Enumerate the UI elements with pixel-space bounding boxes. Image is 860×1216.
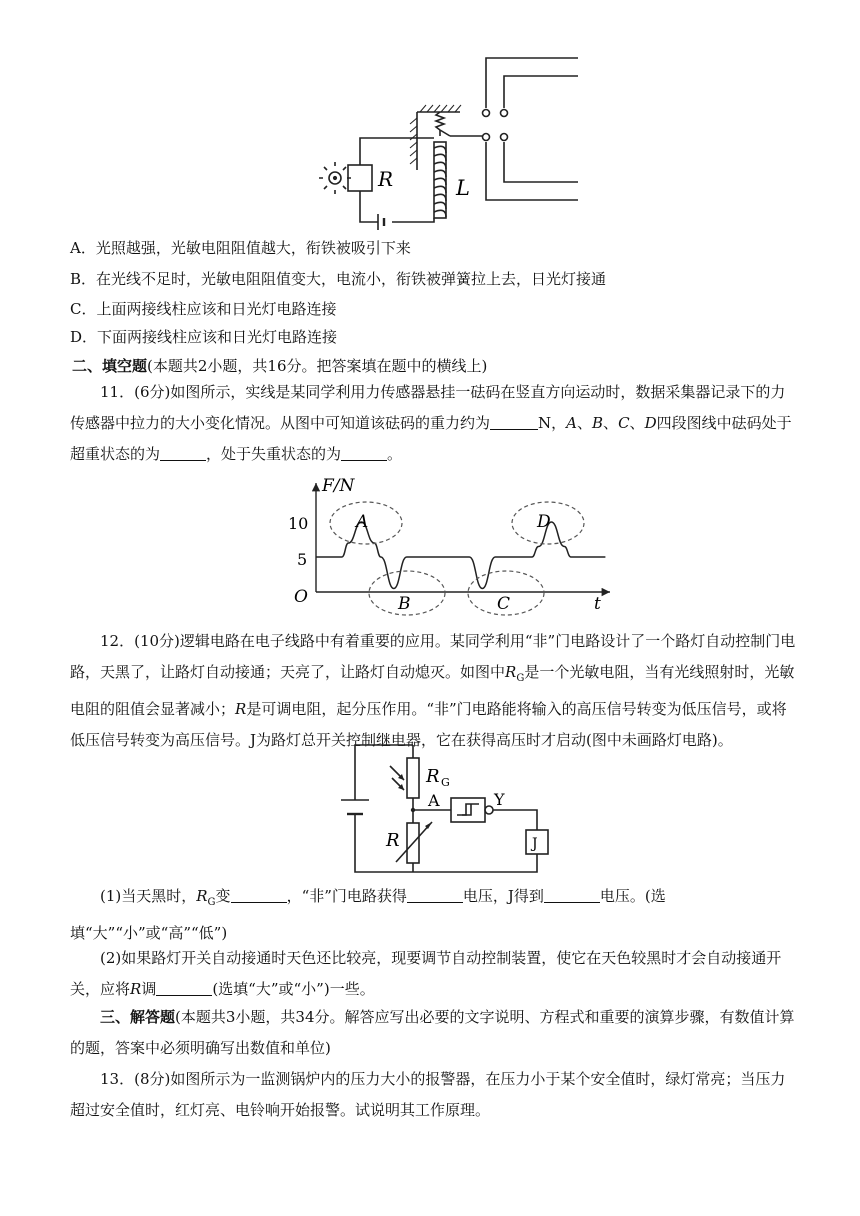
circuit-label-rg: R — [426, 766, 440, 787]
q12-1-text-2: 变 — [215, 887, 231, 905]
q11-seg-c: C — [618, 414, 630, 432]
y-axis-label: F/N — [322, 476, 355, 496]
annotation-a: A — [356, 512, 369, 532]
section-2-title: 二、填空题 — [72, 357, 148, 375]
q12-r: R — [235, 700, 247, 718]
not-gate-circuit-figure — [0, 740, 860, 880]
question-12-part-2 — [70, 943, 800, 1005]
q12-2-text-2: 调 — [141, 980, 157, 998]
section-3-note: (本题共3小题，共34分。解答应写出必要的文字说明、方程式和重要的演算步骤，有数值计算的题，答案中必须明确写出数值和单位) — [70, 1008, 795, 1057]
q12-1-text-4: 电压，J得到 — [462, 887, 544, 905]
question-12 — [70, 626, 800, 756]
q12-2-text-3: (选填“大”或“小”)一些。 — [212, 980, 375, 998]
q11-seg-d: D — [644, 414, 657, 432]
q11-sep-3: 、 — [629, 414, 645, 432]
y-tick-5: 5 — [297, 550, 308, 569]
q11-text-1: 11．(6分)如图所示，实线是某同学利用力传感器悬挂一砝码在竖直方向运动时，数据采集器记录下的力传感器中拉力的大小变化情况。从图中可知道该砝码的重力约为 — [70, 383, 786, 432]
q12-text-2: 是一个光敏电阻，当有光线照射时，光敏电阻的阻值会显著减小； — [70, 663, 795, 718]
q12-1-blank-1 — [231, 887, 287, 903]
q11-blank-weight — [490, 414, 538, 430]
q12-text-1: 12．(10分)逻辑电路在电子线路中有着重要的应用。某同学利用“非”门电路设计了一个路灯自动控制门电路，天黑了，让路灯自动接通；天亮了，让路灯自动熄灭。如图中 — [70, 632, 796, 681]
force-time-chart — [0, 475, 860, 625]
section-3-heading — [70, 1002, 800, 1064]
x-axis-label: t — [594, 594, 601, 614]
relay-label-j: J — [532, 836, 538, 852]
option-d: D．下面两接线柱应该和日光灯电路连接 — [70, 328, 338, 346]
q12-1-rg-main: R — [196, 887, 208, 905]
annotation-b: B — [398, 594, 411, 614]
q11-text-3: 四段图线中砝码处于超重状态的为 — [70, 414, 792, 463]
q12-1-blank-3 — [544, 887, 600, 903]
origin-label: O — [294, 587, 308, 607]
option-c: C．上面两接线柱应该和日光灯电路连接 — [70, 300, 337, 318]
question-12-part-1 — [70, 881, 800, 949]
q11-text-4: ，处于失重状态的为 — [206, 445, 342, 463]
q12-1-blank-2 — [407, 887, 463, 903]
y-tick-10: 10 — [288, 514, 309, 533]
q11-seg-a: A — [566, 414, 577, 432]
q11-text-5: 。 — [387, 445, 403, 463]
q12-text-3: 是可调电阻，起分压作用。“非”门电路能将输入的高压信号转变为低压信号，或将低压信号转变为高压信号。J为路灯总开关控制继电器，它在获得高压时才启动(图中未画路灯电路)。 — [70, 700, 787, 749]
relay-circuit-figure — [0, 0, 860, 240]
q12-1-rg-sub: G — [207, 897, 216, 908]
q12-1-text-3: ，“非”门电路获得 — [286, 887, 407, 905]
q11-sep-1: 、 — [577, 414, 593, 432]
section-3-title: 三、解答题 — [100, 1008, 176, 1026]
circuit-label-y: Y — [494, 790, 505, 809]
section-2-heading — [72, 356, 487, 376]
q11-seg-b: B — [592, 414, 604, 432]
annotation-d: D — [537, 512, 551, 532]
resistor-label-r: R — [378, 167, 394, 191]
q11-blank-overweight — [160, 445, 206, 461]
coil-label-l: L — [456, 176, 470, 200]
circuit-label-rg-sub: G — [441, 776, 450, 789]
q12-2-r: R — [130, 980, 142, 998]
q11-text-2: N， — [538, 414, 567, 432]
option-b: B．在光线不足时，光敏电阻阻值变大，电流小，衔铁被弹簧拉上去，日光灯接通 — [70, 270, 607, 288]
q12-1-text-5: 电压。(选填“大”“小”或“高”“低”) — [70, 887, 666, 942]
circuit-label-r: R — [386, 830, 400, 851]
question-13: 13．(8分)如图所示为一监测锅炉内的压力大小的报警器，在压力小于某个安全值时，绿灯常亮；当压力超过安全值时，红灯亮、电铃响开始报警。试说明其工作原理。 — [70, 1070, 786, 1119]
q12-2-blank — [156, 980, 212, 996]
q12-1-text-1: (1)当天黑时， — [100, 887, 197, 905]
question-11 — [70, 377, 800, 470]
q11-sep-2: 、 — [603, 414, 619, 432]
q12-rg-sub: G — [516, 673, 525, 684]
q12-rg-main: R — [505, 663, 517, 681]
circuit-label-a: A — [428, 791, 440, 810]
option-a: A．光照越强，光敏电阻阻值越大，衔铁被吸引下来 — [70, 239, 411, 257]
section-2-note: (本题共2小题，共16分。把答案填在题中的横线上) — [147, 357, 488, 375]
q11-blank-weightless — [341, 445, 387, 461]
annotation-c: C — [497, 594, 511, 614]
q12-2-text-1: (2)如果路灯开关自动接通时天色还比较亮，现要调节自动控制装置，使它在天色较黑时才会自动接通开关，应将 — [70, 949, 782, 998]
